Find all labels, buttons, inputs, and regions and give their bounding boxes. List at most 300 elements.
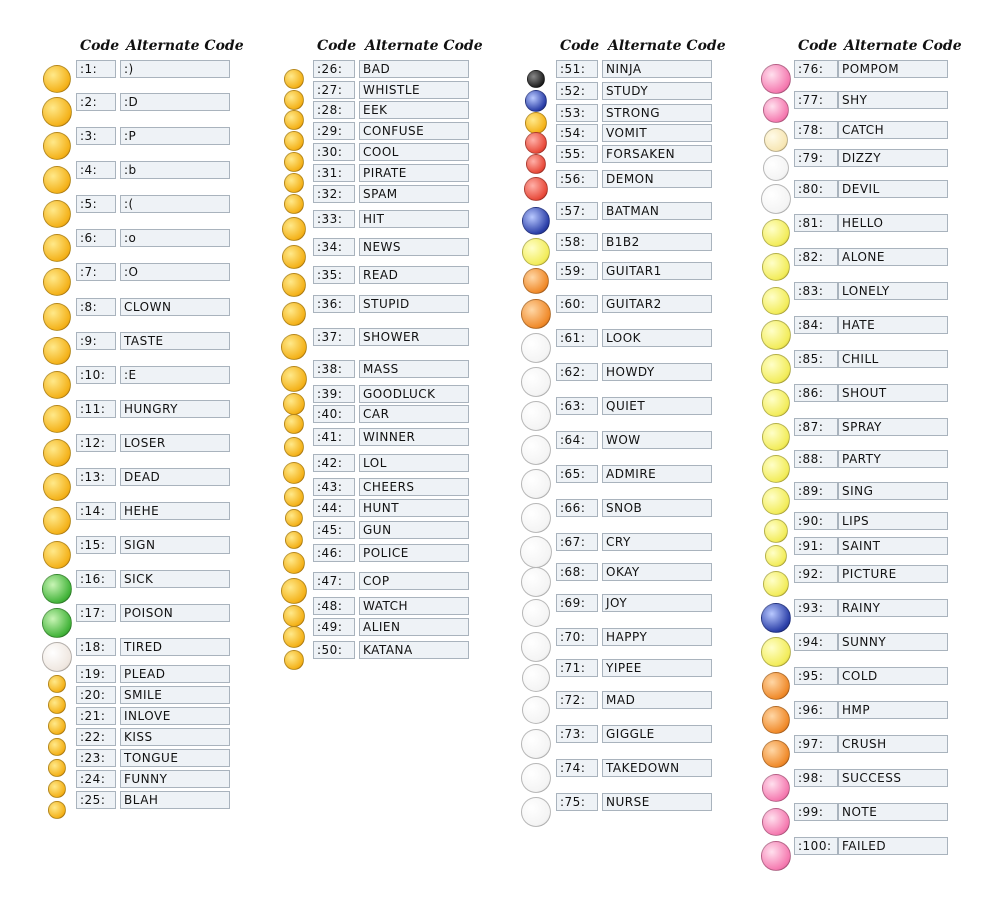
code-field: :53:: [556, 104, 598, 122]
alternate-code-field: WOW: [602, 431, 712, 449]
code-field: :61:: [556, 329, 598, 347]
code-header: Code: [80, 38, 120, 54]
emoticon-row: [42, 332, 230, 352]
alternate-code-field: CLOWN: [120, 298, 230, 316]
code-field: :51:: [556, 60, 598, 78]
code-field: :5:: [76, 195, 116, 213]
emoticon-row: [760, 418, 948, 438]
smile-face-icon: [43, 65, 71, 93]
code-field: :11:: [76, 400, 116, 418]
emoticon-row: [760, 91, 948, 111]
emoticon-row: [760, 316, 948, 336]
alternate-code-field: LONELY: [838, 282, 948, 300]
code-field: :29:: [313, 122, 355, 140]
alternate-code-field: LIPS: [838, 512, 948, 530]
emoticon-row: [520, 262, 712, 282]
emoticon-row: [760, 482, 948, 502]
alternate-code-field: GUITAR2: [602, 295, 712, 313]
emoticon-row: [42, 770, 230, 790]
alternate-code-field: CHEERS: [359, 478, 469, 496]
emoticon-row: [279, 499, 469, 519]
code-field: :37:: [313, 328, 355, 346]
alternate-code-field: COLD: [838, 667, 948, 685]
bun-mad-icon: [522, 696, 550, 724]
bun-nurse-icon: [521, 797, 551, 827]
emoticon-row: [279, 185, 469, 205]
bun-happy-icon: [521, 632, 551, 662]
alternate-code-field: ADMIRE: [602, 465, 712, 483]
alternate-code-field: SPRAY: [838, 418, 948, 436]
alternate-code-field: HUNT: [359, 499, 469, 517]
emoticon-row: [520, 104, 712, 124]
onigiri-look-icon: [521, 333, 551, 363]
code-field: :76:: [794, 60, 838, 78]
code-field: :39:: [313, 385, 355, 403]
emoticon-row: [279, 544, 469, 564]
emoticon-row: [760, 384, 948, 404]
cat-sunny-icon: [761, 637, 791, 667]
code-field: :30:: [313, 143, 355, 161]
code-field: :91:: [794, 537, 838, 555]
emoticon-row: [760, 60, 948, 80]
code-field: :97:: [794, 735, 838, 753]
alternate-code-field: FORSAKEN: [602, 145, 712, 163]
emoticon-row: [279, 521, 469, 541]
tongue-face-icon: [43, 132, 71, 160]
code-field: :66:: [556, 499, 598, 517]
alternate-code-field: GUN: [359, 521, 469, 539]
code-field: :14:: [76, 502, 116, 520]
code-field: :16:: [76, 570, 116, 588]
code-field: :82:: [794, 248, 838, 266]
alternate-code-field: DEVIL: [838, 180, 948, 198]
emoticon-row: [42, 570, 230, 590]
code-field: :63:: [556, 397, 598, 415]
emoticon-row: [279, 238, 469, 258]
cat-spray-icon: [762, 423, 790, 451]
cat-chill-icon: [761, 354, 791, 384]
alternate-code-field: :E: [120, 366, 230, 384]
code-field: :69:: [556, 594, 598, 612]
code-field: :49:: [313, 618, 355, 636]
emoticon-row: [520, 431, 712, 451]
code-field: :44:: [313, 499, 355, 517]
alternate-code-field: :): [120, 60, 230, 78]
onigiri-howdy-icon: [521, 367, 551, 397]
alternate-code-field: SUNNY: [838, 633, 948, 651]
alternate-code-field: SIGN: [120, 536, 230, 554]
code-field: :8:: [76, 298, 116, 316]
cat-lonely-icon: [762, 287, 790, 315]
strawberry-success-icon: [762, 774, 790, 802]
emoticon-row: [760, 769, 948, 789]
code-field: :100:: [794, 837, 838, 855]
code-field: :57:: [556, 202, 598, 220]
emoticon-row: [520, 533, 712, 553]
code-field: :47:: [313, 572, 355, 590]
code-field: :77:: [794, 91, 838, 109]
alternate-code-field: POLICE: [359, 544, 469, 562]
emoticon-row: [520, 759, 712, 779]
code-field: :42:: [313, 454, 355, 472]
emoticon-row: [42, 468, 230, 488]
alternate-code-field: CAR: [359, 405, 469, 423]
alternate-code-field: TIRED: [120, 638, 230, 656]
code-field: :92:: [794, 565, 838, 583]
alternate-code-field: GOODLUCK: [359, 385, 469, 403]
onigiri-admire-icon: [521, 469, 551, 499]
alternate-code-field: KATANA: [359, 641, 469, 659]
guitar-icon: [523, 268, 549, 294]
code-header: Code: [560, 38, 600, 54]
alternate-code-field: HUNGRY: [120, 400, 230, 418]
code-field: :71:: [556, 659, 598, 677]
bun-takedown-icon: [521, 763, 551, 793]
code-field: :48:: [313, 597, 355, 615]
code-field: :58:: [556, 233, 598, 251]
emoticon-row: [279, 101, 469, 121]
cat-hate-icon: [761, 320, 791, 350]
alternate-code-field: YIPEE: [602, 659, 712, 677]
emoticon-row: [42, 686, 230, 706]
emoticon-row: [279, 295, 469, 315]
alternate-code-field: HOWDY: [602, 363, 712, 381]
alternate-code-field: SICK: [120, 570, 230, 588]
cat-hello-icon: [762, 219, 790, 247]
alternate-code-field: CONFUSE: [359, 122, 469, 140]
code-field: :26:: [313, 60, 355, 78]
code-field: :7:: [76, 263, 116, 281]
code-field: :62:: [556, 363, 598, 381]
loser-face-icon: [43, 439, 71, 467]
code-field: :96:: [794, 701, 838, 719]
emoticon-row: [520, 659, 712, 679]
emoticon-row: [42, 93, 230, 113]
code-field: :70:: [556, 628, 598, 646]
emoticon-row: [279, 60, 469, 80]
alternate-code-field: BATMAN: [602, 202, 712, 220]
emoticon-row: [520, 170, 712, 190]
alternate-code-field: POMPOM: [838, 60, 948, 78]
code-field: :17:: [76, 604, 116, 622]
emoticon-row: [279, 641, 469, 661]
cat-saint-icon: [765, 545, 787, 567]
alternate-code-field: HEHE: [120, 502, 230, 520]
alternate-code-field: TONGUE: [120, 749, 230, 767]
emoticon-row: [279, 360, 469, 380]
alternate-code-header: Alternate Code: [365, 38, 483, 54]
emoticon-row: [760, 248, 948, 268]
blah-face-icon: [48, 801, 66, 819]
emoticon-row: [279, 164, 469, 184]
alternate-code-field: STUDY: [602, 82, 712, 100]
alternate-code-field: SNOB: [602, 499, 712, 517]
code-field: :78:: [794, 121, 838, 139]
alternate-code-field: KISS: [120, 728, 230, 746]
alternate-code-field: SING: [838, 482, 948, 500]
big-grin-face-icon: [42, 97, 72, 127]
alternate-code-field: SHOWER: [359, 328, 469, 346]
sigh-face-icon: [43, 541, 71, 569]
alternate-code-field: LOL: [359, 454, 469, 472]
buck-teeth-face-icon: [43, 371, 71, 399]
code-field: :10:: [76, 366, 116, 384]
code-field: :18:: [76, 638, 116, 656]
code-field: :56:: [556, 170, 598, 188]
emoticon-row: [520, 60, 712, 80]
alternate-code-field: NURSE: [602, 793, 712, 811]
emoticon-row: [42, 502, 230, 522]
alternate-code-field: FUNNY: [120, 770, 230, 788]
alternate-code-field: NOTE: [838, 803, 948, 821]
emoticon-row: [760, 735, 948, 755]
alternate-code-field: ALIEN: [359, 618, 469, 636]
emoticon-row: [760, 633, 948, 653]
bun-giggle-icon: [521, 729, 551, 759]
strawberry-failed-icon: [761, 841, 791, 871]
umbrella-face-icon: [281, 334, 307, 360]
code-field: :27:: [313, 81, 355, 99]
code-header: Code: [798, 38, 838, 54]
emoticon-row: [279, 81, 469, 101]
code-field: :99:: [794, 803, 838, 821]
emoticon-row: [42, 434, 230, 454]
alternate-code-field: CRY: [602, 533, 712, 551]
code-field: :9:: [76, 332, 116, 350]
emoticon-row: [279, 328, 469, 348]
emoticon-row: [42, 707, 230, 727]
shocked-face-icon: [43, 268, 71, 296]
emoticon-row: [520, 499, 712, 519]
emoticon-row: [520, 363, 712, 383]
alternate-code-field: FAILED: [838, 837, 948, 855]
code-field: :15:: [76, 536, 116, 554]
alternate-code-field: CRUSH: [838, 735, 948, 753]
code-field: :45:: [313, 521, 355, 539]
emoticon-row: [42, 536, 230, 556]
code-field: :89:: [794, 482, 838, 500]
cat-party-icon: [762, 455, 790, 483]
code-field: :98:: [794, 769, 838, 787]
demon-icon: [524, 177, 548, 201]
code-field: :93:: [794, 599, 838, 617]
emoticon-row: [42, 161, 230, 181]
emoticon-row: [760, 149, 948, 169]
emoticon-row: [279, 572, 469, 592]
code-field: :34:: [313, 238, 355, 256]
alternate-code-field: :(: [120, 195, 230, 213]
hehe-face-icon: [43, 507, 71, 535]
emoticon-row: [520, 594, 712, 614]
katana-face-icon: [284, 650, 304, 670]
devil-cat-icon: [761, 184, 791, 214]
code-field: :68:: [556, 563, 598, 581]
emoticon-row: [42, 638, 230, 658]
alternate-code-field: HMP: [838, 701, 948, 719]
onigiri-wow-icon: [521, 435, 551, 465]
code-field: :73:: [556, 725, 598, 743]
emoticon-row: [279, 454, 469, 474]
code-field: :43:: [313, 478, 355, 496]
code-field: :6:: [76, 229, 116, 247]
alternate-code-field: RAINY: [838, 599, 948, 617]
emoticon-row: [279, 266, 469, 286]
alternate-code-field: READ: [359, 266, 469, 284]
emoticon-row: [42, 195, 230, 215]
alternate-code-field: COOL: [359, 143, 469, 161]
bun-okay-icon: [521, 567, 551, 597]
alternate-code-field: HIT: [359, 210, 469, 228]
code-field: :88:: [794, 450, 838, 468]
alternate-code-field: TASTE: [120, 332, 230, 350]
police-face-icon: [283, 552, 305, 574]
alternate-code-field: GUITAR1: [602, 262, 712, 280]
bun-joy-icon: [522, 599, 550, 627]
dead-face-icon: [43, 473, 71, 501]
emoticon-row: [42, 366, 230, 386]
alternate-code-field: STUPID: [359, 295, 469, 313]
code-field: :52:: [556, 82, 598, 100]
code-field: :20:: [76, 686, 116, 704]
alternate-code-header: Alternate Code: [608, 38, 726, 54]
emoticon-row: [42, 791, 230, 811]
emoticon-row: [42, 229, 230, 249]
alternate-code-field: :D: [120, 93, 230, 111]
alternate-code-field: PLEAD: [120, 665, 230, 683]
alternate-code-field: SAINT: [838, 537, 948, 555]
alternate-code-field: GIGGLE: [602, 725, 712, 743]
code-field: :24:: [76, 770, 116, 788]
emoticon-row: [42, 60, 230, 80]
emoticon-row: [279, 122, 469, 142]
code-header: Code: [317, 38, 357, 54]
book-face-icon: [282, 273, 306, 297]
alternate-code-field: SHOUT: [838, 384, 948, 402]
code-field: :84:: [794, 316, 838, 334]
code-field: :2:: [76, 93, 116, 111]
code-field: :21:: [76, 707, 116, 725]
emoticon-row: [42, 400, 230, 420]
code-field: :23:: [76, 749, 116, 767]
dizzy-icon: [763, 155, 789, 181]
emoticon-row: [279, 618, 469, 638]
emoticon-row: [42, 604, 230, 624]
alternate-code-field: PARTY: [838, 450, 948, 468]
code-field: :4:: [76, 161, 116, 179]
sad-face-icon: [43, 200, 71, 228]
alternate-code-field: B1B2: [602, 233, 712, 251]
alternate-code-field: JOY: [602, 594, 712, 612]
code-field: :40:: [313, 405, 355, 423]
alternate-code-field: SHY: [838, 91, 948, 109]
code-field: :67:: [556, 533, 598, 551]
code-field: :54:: [556, 124, 598, 142]
emoticon-row: [760, 180, 948, 200]
code-field: :81:: [794, 214, 838, 232]
alternate-code-field: COP: [359, 572, 469, 590]
code-field: :65:: [556, 465, 598, 483]
cat-picture-icon: [763, 571, 789, 597]
emoticon-row: [279, 597, 469, 617]
alternate-code-field: VOMIT: [602, 124, 712, 142]
alternate-code-field: OKAY: [602, 563, 712, 581]
code-field: :3:: [76, 127, 116, 145]
code-field: :94:: [794, 633, 838, 651]
hammer-face-icon: [282, 302, 306, 326]
cat-sing-icon: [762, 487, 790, 515]
emoticon-row: [520, 202, 712, 222]
code-field: :38:: [313, 360, 355, 378]
alternate-code-field: SMILE: [120, 686, 230, 704]
alternate-code-field: SUCCESS: [838, 769, 948, 787]
code-field: :22:: [76, 728, 116, 746]
code-field: :85:: [794, 350, 838, 368]
code-field: :46:: [313, 544, 355, 562]
code-field: :13:: [76, 468, 116, 486]
alternate-code-field: WINNER: [359, 428, 469, 446]
code-field: :12:: [76, 434, 116, 452]
code-field: :83:: [794, 282, 838, 300]
alternate-code-field: MASS: [359, 360, 469, 378]
emoticon-row: [279, 428, 469, 448]
emoticon-row: [42, 298, 230, 318]
alternate-code-field: HELLO: [838, 214, 948, 232]
emoticon-row: [760, 450, 948, 470]
guitar-icon: [521, 299, 551, 329]
cat-shout-icon: [762, 389, 790, 417]
alternate-code-field: ALONE: [838, 248, 948, 266]
alternate-code-header: Alternate Code: [126, 38, 244, 54]
emoticon-row: [42, 263, 230, 283]
alternate-code-header: Alternate Code: [844, 38, 962, 54]
code-field: :95:: [794, 667, 838, 685]
alternate-code-field: SPAM: [359, 185, 469, 203]
emoticon-row: [520, 145, 712, 165]
code-field: :25:: [76, 791, 116, 809]
alternate-code-field: QUIET: [602, 397, 712, 415]
shy-icon: [763, 97, 789, 123]
emoticon-row: [760, 803, 948, 823]
alternate-code-field: DEMON: [602, 170, 712, 188]
code-field: :64:: [556, 431, 598, 449]
hungry-face-icon: [43, 405, 71, 433]
emoticon-row: [760, 701, 948, 721]
code-field: :31:: [313, 164, 355, 182]
alternate-code-field: INLOVE: [120, 707, 230, 725]
emoticon-row: [279, 210, 469, 230]
code-field: :50:: [313, 641, 355, 659]
alternate-code-field: PIRATE: [359, 164, 469, 182]
alternate-code-field: PICTURE: [838, 565, 948, 583]
emoticon-row: [760, 537, 948, 557]
alternate-code-field: LOOK: [602, 329, 712, 347]
emoticon-row: [279, 385, 469, 405]
emoticon-row: [760, 667, 948, 687]
alternate-code-field: NINJA: [602, 60, 712, 78]
emoticon-row: [520, 691, 712, 711]
code-field: :55:: [556, 145, 598, 163]
alternate-code-field: WATCH: [359, 597, 469, 615]
alternate-code-field: BLAH: [120, 791, 230, 809]
alternate-code-field: EEK: [359, 101, 469, 119]
emoticon-row: [520, 233, 712, 253]
bear-hmp-icon: [762, 706, 790, 734]
onigiri-quiet-icon: [521, 401, 551, 431]
batman-icon: [522, 207, 550, 235]
emoticon-row: [760, 121, 948, 141]
alternate-code-field: DEAD: [120, 468, 230, 486]
tasty-face-icon: [43, 337, 71, 365]
